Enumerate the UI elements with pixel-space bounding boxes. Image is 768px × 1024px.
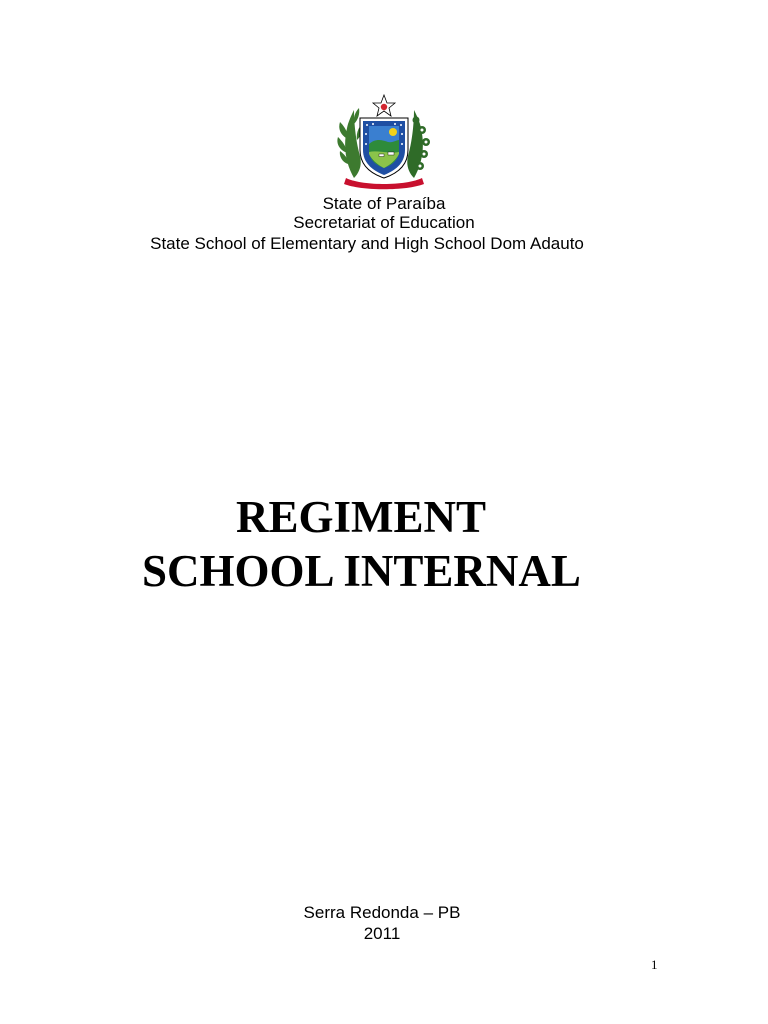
school-name: State School of Elementary and High School Dom Adauto bbox=[150, 234, 584, 253]
location: Serra Redonda – PB bbox=[303, 903, 461, 922]
document-title-line-2: SCHOOL INTERNAL bbox=[142, 546, 581, 596]
secretariat-name: Secretariat of Education bbox=[293, 213, 475, 232]
document-title-line-1: REGIMENT bbox=[236, 492, 487, 542]
coat-of-arms-icon bbox=[332, 94, 436, 192]
page-number: 1 bbox=[651, 957, 658, 972]
year: 2011 bbox=[363, 924, 401, 943]
state-name: State of Paraíba bbox=[322, 194, 446, 213]
